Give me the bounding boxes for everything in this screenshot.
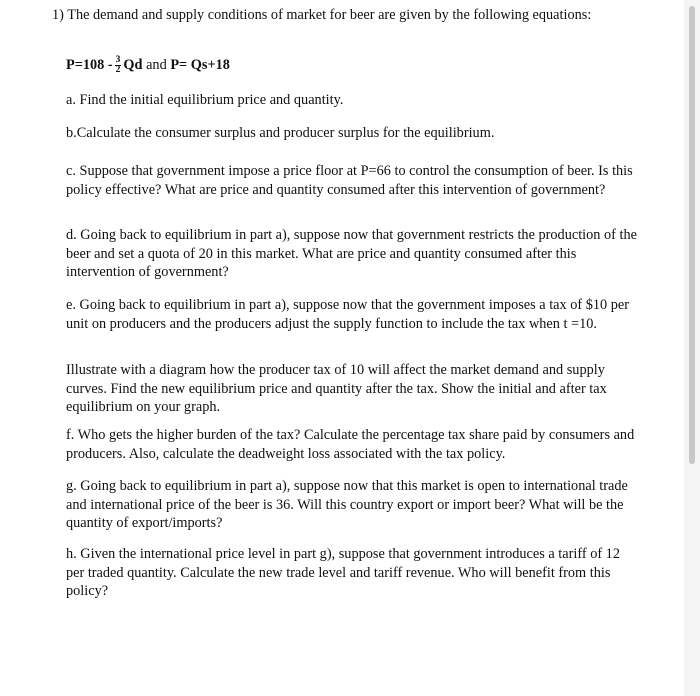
part-a: a. Find the initial equilibrium price and quantity. bbox=[66, 92, 344, 108]
part-e: e. Going back to equilibrium in part a), suppose now that the government imposes a tax of $10 per unit on producers and the producers adjust the supply function to include the tax when t =10. bbox=[66, 297, 630, 332]
supply-equation: P= Qs+18 bbox=[170, 57, 230, 73]
part-h: h. Given the international price level in part g), suppose that government introduces a tariff of 12 per traded quantity. Calculate the new trade level and tariff revenue. Who will benefit from this policy? bbox=[66, 546, 620, 599]
fraction-three-halves bbox=[115, 56, 122, 75]
demand-equation-prefix: P=108 - bbox=[66, 57, 113, 73]
scrollbar-thumb[interactable] bbox=[689, 6, 695, 464]
part-d: d. Going back to equilibrium in part a), suppose now that government restricts the production of the beer and set a quota of 20 in this market. What are price and quantity consumed after this intervention of government? bbox=[66, 227, 637, 280]
part-g: g. Going back to equilibrium in part a), suppose now that this market is open to international trade and international price of the beer is 36. Will this country export or import beer? What will be the quantity of export/imports? bbox=[66, 478, 628, 531]
question-intro: 1) The demand and supply conditions of market for beer are given by the following equations: bbox=[52, 7, 592, 23]
part-b: b.Calculate the consumer surplus and producer surplus for the equilibrium. bbox=[66, 125, 495, 141]
equations-line bbox=[66, 56, 230, 75]
fraction-denominator: 2 bbox=[115, 65, 121, 76]
part-f: f. Who gets the higher burden of the tax? Calculate the percentage tax share paid by consumers and producers. Also, calculate the deadweight loss associated with the tax policy. bbox=[66, 427, 635, 462]
part-e-illustrate: Illustrate with a diagram how the producer tax of 10 will affect the market demand and supply curves. Find the new equilibrium price and quantity after the tax. Show the initial and after tax equilibrium on your graph. bbox=[66, 362, 607, 415]
equation-connector: and bbox=[146, 57, 167, 73]
vertical-scrollbar[interactable] bbox=[684, 0, 700, 696]
part-c: c. Suppose that government impose a price floor at P=66 to control the consumption of beer. Is this policy effective? What are price and quantity consumed after this intervention of government? bbox=[66, 163, 633, 198]
demand-equation-suffix: Qd bbox=[123, 57, 143, 73]
fraction-numerator: 3 bbox=[115, 55, 121, 66]
